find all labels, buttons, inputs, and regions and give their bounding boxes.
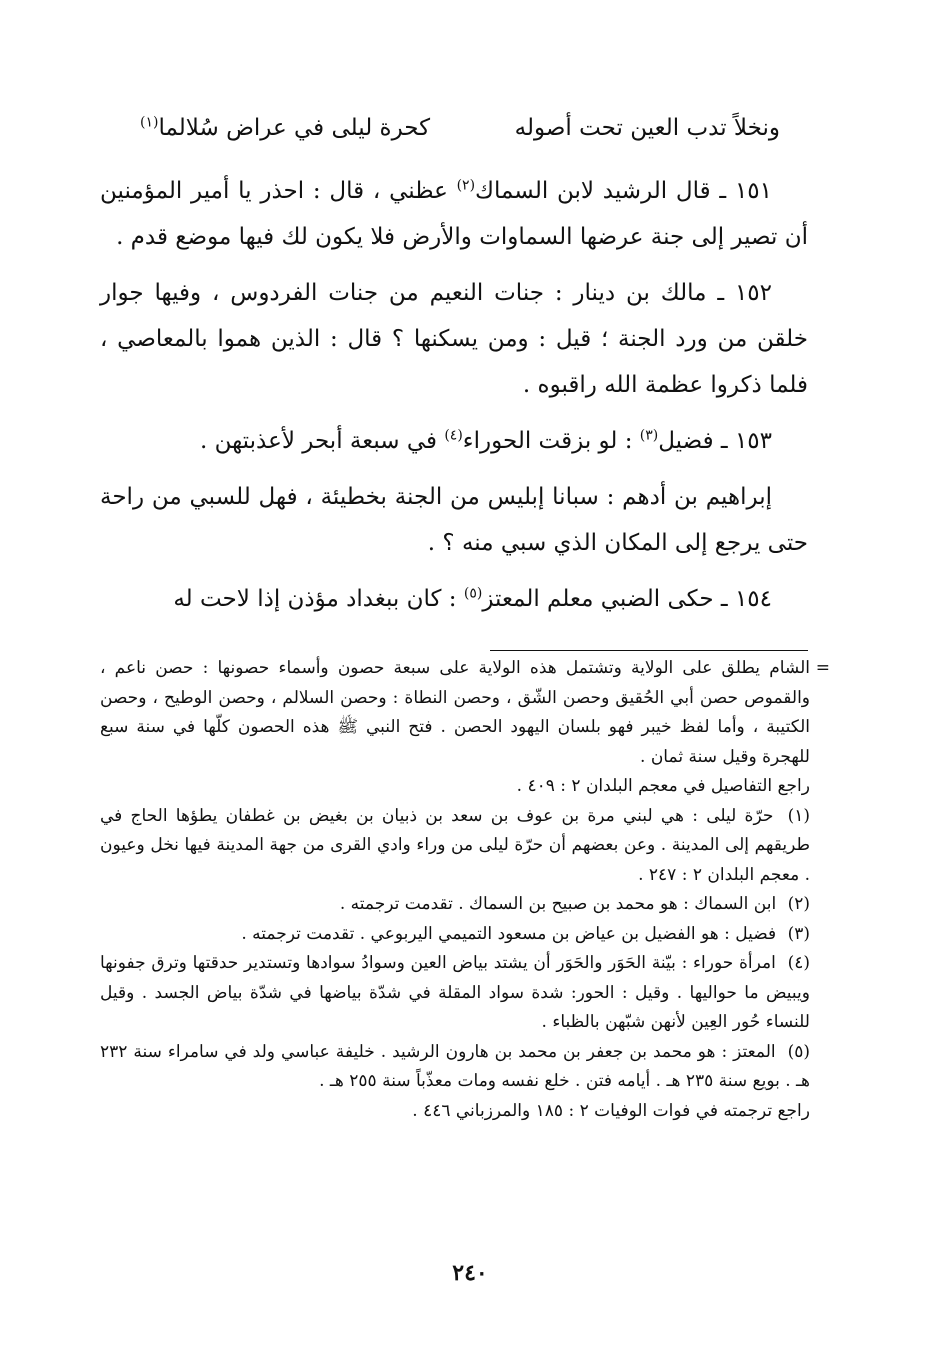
footnote-continuation — [100, 654, 830, 802]
verse-first-hemistich: ونخلاً تدب العين تحت أصوله — [514, 115, 780, 141]
footnote-ref-1: (١) — [140, 114, 159, 131]
poetry-verse — [140, 112, 780, 144]
footnote-number: (٥) — [787, 1041, 811, 1062]
footnotes — [100, 654, 830, 1126]
footnote-text: ابن السماك : هو محمد بن صبيح بن السماك . تقدمت ترجمته . — [339, 894, 777, 914]
paragraph-154: ١٥٤ ـ حكى الضبي معلم المعتز$^{(٥)}$ : كان ببغداد مؤذن إذا لاحت له — [173, 585, 772, 612]
footnote-text: امرأة حوراء : بيّنة الحَوَر والحَوَر أن يشتد بياض العين وسوادُ سوادها وتستدير حدقتها وترق جفونها ويبيض ما حواليها . وقيل : الحور: شدة سواد المقلة في شدّة بياضها في شدّة بياض الجسد . وقيل للنساء حُور العِين لأنهن شبّهن بالظباء . — [100, 953, 810, 1032]
footnote-reference: راجع ترجمته في فوات الوفيات ٢ : ١٨٥ والمرزباني ٤٤٦ . — [412, 1100, 810, 1121]
footnote-5 — [100, 1038, 810, 1127]
footnote-continuation-reference: راجع التفاصيل في معجم البلدان ٢ : ٤٠٩ . — [516, 776, 810, 796]
footnote-2 — [100, 890, 810, 920]
main-text — [100, 168, 808, 632]
footnote-text: حرّة ليلى : هي لبني مرة بن عوف بن سعد بن ذبيان بن بغيض بن غطفان يطؤها الحاج في طريقهم إلى المدينة . وعن بعضهم أن حرّة ليلى من وراء وادي القرى من جهة المدينة فيها نخل وعيون . معجم البلدان ٢ : ٢٤٧ . — [100, 805, 810, 885]
paragraph-152: ١٥٢ ـ مالك بن دينار : جنات النعيم من جنات الفردوس ، وفيها جوار خلقن من ورد الجنة ؛ قيل : ومن يسكنها ؟ قال : الذين هموا بالمعاصي ، فلما ذكروا عظمة الله راقبوه . — [100, 280, 808, 398]
footnote-ref-2: (٢) — [456, 177, 476, 194]
footnote-ref-3: (٣) — [639, 427, 659, 444]
footnote-ref-5: (٥) — [463, 585, 483, 602]
footnote-text: فضيل : هو الفضيل بن عياض بن مسعود التميمي اليربوعي . تقدمت ترجمته . — [241, 923, 777, 944]
paragraph-ibrahim: إبراهيم بن أدهم : سبانا إبليس من الجنة بخطيئة ، فهل للسبي من راحة حتى يرجع إلى المكان الذي سبي منه ؟ . — [100, 484, 808, 556]
page-number: ٢٤٠ — [452, 1260, 488, 1286]
footnote-1 — [100, 802, 810, 891]
paragraph-153: ١٥٣ ـ فضيل$^{(٣)}$ : لو بزقت الحوراء$^{(٤)}$ في سبعة أبحر لأعذبتهن . — [199, 427, 772, 454]
verse-second-hemistich: كحرة ليلى في عراض سُلالما$^{(١)}$ — [140, 114, 431, 141]
footnote-number: (٢) — [787, 894, 810, 914]
paragraph-151: ١٥١ ـ قال الرشيد لابن السماك$^{(٢)}$ عظني ، قال : احذر يا أمير المؤمنين أن تصير إلى جنة عرضها السماوات والأرض فلا يكون لك فيها موضع قدم . — [100, 177, 808, 250]
footnote-number: (٤) — [787, 953, 810, 973]
footnote-separator — [490, 650, 808, 651]
footnote-ref-4: (٤) — [444, 427, 463, 444]
continuation-mark: = — [815, 658, 830, 678]
footnote-4 — [100, 949, 810, 1038]
footnote-3 — [100, 920, 810, 950]
footnote-continuation-text: الشام يطلق على الولاية وتشتمل هذه الولاية على سبعة حصون وأسماء حصونها : حصن ناعم ، والقموص حصن أبي الحُقيق وحصن الشّق ، وحصن النطاة : وحصن السلالم ، وحصن الوطيح ، وحصن الكتيبة ، وأما لفظ خيبر فهو بلسان اليهود الحصن . فتح النبي ﷺ هذه الحصون كلّها في سنة سبع للهجرة وقيل سنة ثمان . — [100, 658, 810, 767]
footnote-number: (١) — [787, 805, 811, 826]
footnote-text: المعتز : هو محمد بن جعفر بن محمد بن هارون الرشيد . خليفة عباسي ولد في سامراء سنة ٢٣٢ هـ . بويع سنة ٢٣٥ هـ . أيامه فتن . خلع نفسه ومات معذّباً سنة ٢٥٥ هـ . — [100, 1041, 810, 1091]
footnote-number: (٣) — [787, 923, 810, 944]
